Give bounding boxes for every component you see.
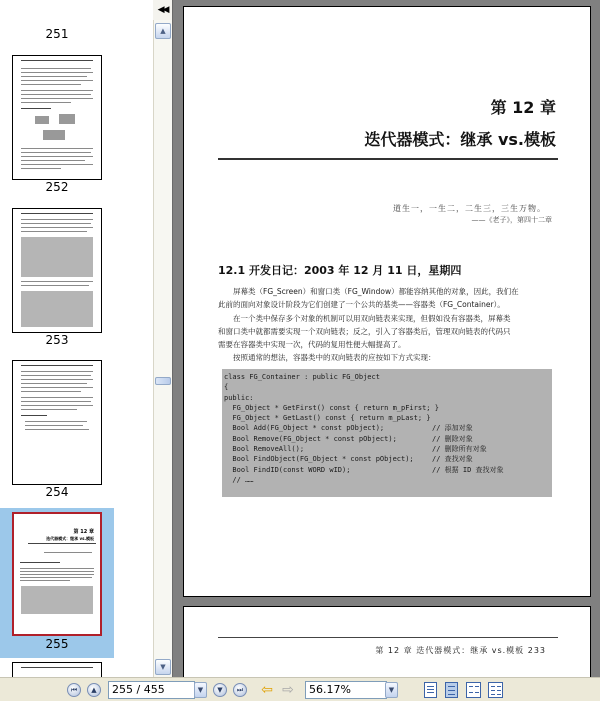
thumbnail-page-256[interactable] — [12, 662, 102, 677]
previous-page-icon[interactable]: ▲ — [87, 683, 101, 697]
code-line: { — [224, 383, 229, 392]
thumbnail-title-text: 迭代器模式：继承 vs.模板 — [46, 536, 94, 541]
paragraph-line: 和窗口类中就都需要实现一个双向链表；反之，引入了容器类后，管理双向链表的代码只 — [218, 327, 511, 336]
thumbnail-label-253: 253 — [45, 333, 69, 347]
epigraph-source: ——《老子》，第四十二章 — [471, 216, 552, 224]
thumbnail-page-252[interactable] — [12, 55, 102, 180]
zoom-field[interactable]: 56.17% — [305, 681, 387, 699]
code-line: Bool Add(FG_Object * const pObject); // 添加对象 — [224, 424, 473, 433]
scroll-down-icon[interactable]: ▼ — [155, 659, 171, 675]
page-dropdown-icon[interactable]: ▼ — [194, 682, 207, 698]
thumbnail-page-254[interactable] — [12, 360, 102, 485]
scroll-up-icon[interactable]: ▲ — [155, 23, 171, 39]
page-header-rule — [218, 637, 558, 638]
back-icon[interactable]: ⇦ — [261, 682, 273, 698]
paragraph-line: 在一个类中保存多个对象的机制可以用双向链表来实现，但假如没有容器类，屏幕类 — [233, 314, 511, 323]
thumbnail-page-253[interactable] — [12, 208, 102, 333]
code-line: // …… — [224, 475, 254, 484]
thumbnail-page-255[interactable] — [12, 512, 102, 636]
paragraph-line: 此前的面向对象设计阶段为它们创建了一个公共的基类——容器类（FG_Container）。 — [218, 300, 505, 309]
first-page-icon[interactable]: ⏮ — [67, 683, 81, 697]
next-page-icon[interactable]: ▼ — [213, 683, 227, 697]
single-page-view-icon[interactable] — [424, 682, 437, 698]
continuous-facing-view-icon[interactable] — [488, 682, 503, 698]
document-page-256 — [183, 606, 591, 677]
forward-icon[interactable]: ⇨ — [282, 682, 294, 698]
navigation-toolbar — [0, 677, 600, 701]
code-line: FG_Object * GetLast() const { return m_pLast; } — [224, 414, 431, 423]
code-listing — [222, 369, 552, 497]
sidebar-scrollbar[interactable] — [153, 20, 172, 677]
chapter-number: 第 12 章 — [490, 98, 556, 117]
chapter-divider — [218, 158, 558, 160]
paragraph-line: 需要在容器类中实现一次，代码的复用性便大幅提高了。 — [218, 340, 406, 349]
code-line: Bool FindID(const WORD wID); // 根据 ID 查找对象 — [224, 465, 504, 474]
scrollbar-thumb[interactable] — [155, 377, 171, 385]
thumbnail-chapter-text: 第 12 章 — [73, 529, 94, 535]
page-number-field[interactable]: 255 / 455 — [108, 681, 195, 699]
code-line: Bool RemoveAll(); // 删除所有对象 — [224, 445, 487, 454]
thumbnail-label-251: 251 — [45, 27, 69, 41]
thumbnail-label-252: 252 — [45, 180, 69, 194]
zoom-dropdown-icon[interactable]: ▼ — [385, 682, 398, 698]
chapter-title: 迭代器模式：继承 vs.模板 — [364, 130, 556, 149]
code-line: public: — [224, 393, 254, 402]
thumbnail-label-255: 255 — [45, 637, 69, 651]
paragraph-line: 按照通常的想法，容器类中的双向链表的应按如下方式实现： — [233, 353, 436, 362]
paragraph-line: 屏幕类（FG_Screen）和窗口类（FG_Window）都能容纳其他的对象，因此，我们在 — [233, 287, 519, 296]
section-heading: 12.1 开发日记：2003 年 12 月 11 日，星期四 — [218, 264, 462, 277]
epigraph: 道生一，一生二，二生三，三生万物。 — [393, 204, 546, 213]
document-page-255 — [183, 6, 591, 597]
document-view[interactable] — [172, 0, 600, 677]
collapse-sidebar-button[interactable]: ◀◀ — [153, 0, 172, 20]
continuous-view-icon[interactable] — [445, 682, 458, 698]
code-line: Bool FindObject(FG_Object * const pObject); // 查找对象 — [224, 455, 473, 464]
thumbnail-sidebar — [0, 0, 153, 677]
code-line: FG_Object * GetFirst() const { return m_pFirst; } — [224, 403, 439, 412]
code-line: class FG_Container : public FG_Object — [224, 373, 380, 381]
thumbnail-label-254: 254 — [45, 485, 69, 499]
code-line: Bool Remove(FG_Object * const pObject); // 删除对象 — [224, 434, 473, 443]
last-page-icon[interactable]: ⏭ — [233, 683, 247, 697]
facing-view-icon[interactable] — [466, 682, 481, 698]
page-header-text: 第 12 章 迭代器模式：继承 vs.模板 233 — [375, 646, 546, 655]
